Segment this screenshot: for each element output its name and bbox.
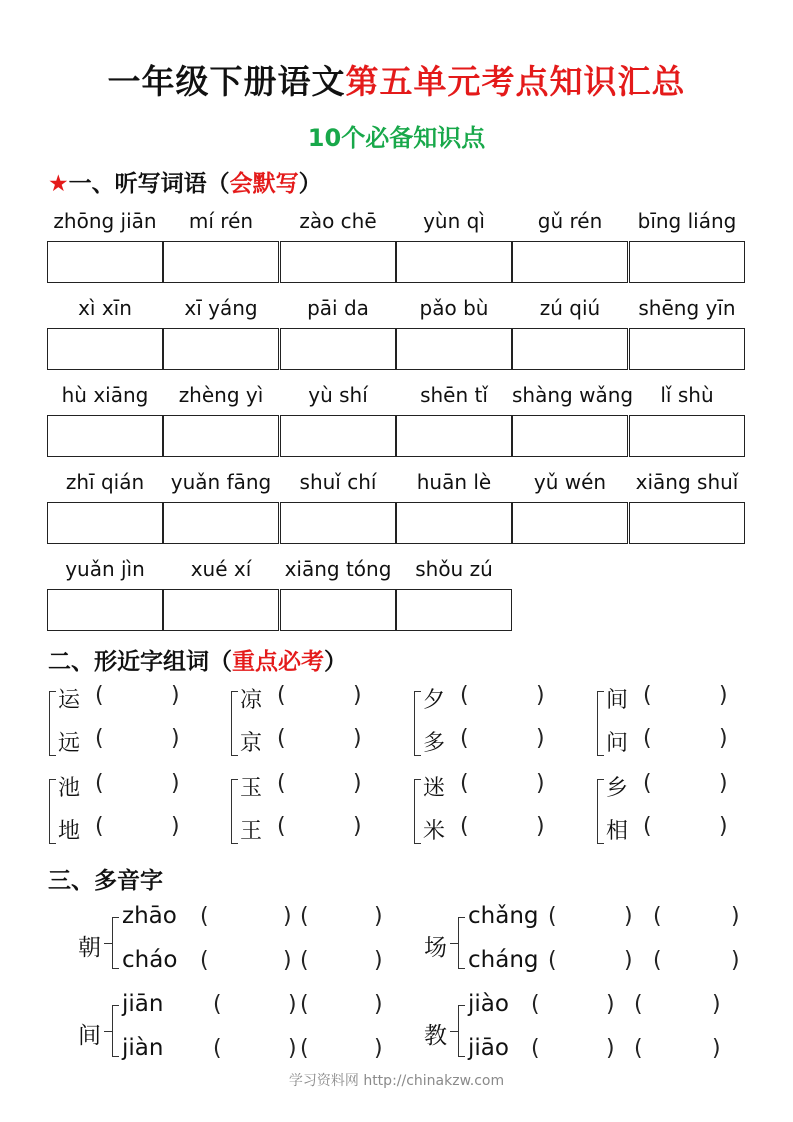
answer-box[interactable] <box>512 241 628 283</box>
answer-box[interactable] <box>629 415 745 457</box>
paren-open: ( <box>643 771 652 796</box>
pinyin-label: xì xīn <box>78 296 132 320</box>
pinyin-label: pāi da <box>307 296 369 320</box>
bracket-icon <box>414 691 421 756</box>
pinyin-reading: jiàn <box>122 1035 164 1061</box>
bracket-icon <box>597 691 604 756</box>
answer-box[interactable] <box>396 328 512 370</box>
character: 相 <box>606 819 629 844</box>
word-blank[interactable] <box>214 949 283 975</box>
character: 运 <box>58 688 81 713</box>
answer-box[interactable] <box>47 241 163 283</box>
character: 米 <box>423 819 446 844</box>
bracket-icon <box>49 691 56 756</box>
bracket-icon <box>231 691 238 756</box>
pinyin-label: lǐ shù <box>660 383 714 407</box>
character: 多 <box>423 731 446 756</box>
answer-box[interactable] <box>280 328 396 370</box>
connector-line <box>104 1031 112 1032</box>
paren-open: ( <box>643 814 652 839</box>
paren-open: ( <box>460 771 469 796</box>
answer-box[interactable] <box>512 502 628 544</box>
paren-close: ) <box>171 771 180 796</box>
paren-close: ) <box>719 814 728 839</box>
paren-close: ) <box>288 992 297 1017</box>
answer-box[interactable] <box>280 589 396 631</box>
section-2-prefix: 二、形近字组词（ <box>48 649 232 675</box>
word-blank[interactable] <box>667 949 731 975</box>
pinyin-label: shǒu zú <box>415 557 493 581</box>
paren-open: ( <box>548 904 557 929</box>
word-blank[interactable] <box>474 816 536 842</box>
word-blank[interactable] <box>314 949 374 975</box>
word-blank[interactable] <box>314 1037 374 1063</box>
paren-open: ( <box>277 771 286 796</box>
paren-close: ) <box>283 904 292 929</box>
pinyin-label: zú qiú <box>539 296 601 320</box>
section-2-highlight: 重点必考 <box>232 649 324 675</box>
word-blank[interactable] <box>109 816 171 842</box>
word-blank[interactable] <box>109 773 171 799</box>
pinyin-label: zào chē <box>299 209 377 233</box>
pinyin-label: shēn tǐ <box>420 383 488 407</box>
answer-box[interactable] <box>280 241 396 283</box>
paren-close: ) <box>171 814 180 839</box>
pinyin-reading: jiān <box>122 991 164 1017</box>
paren-open: ( <box>634 992 643 1017</box>
paren-close: ) <box>374 992 383 1017</box>
pinyin-label: pǎo bù <box>419 296 489 320</box>
answer-box[interactable] <box>280 415 396 457</box>
answer-box[interactable] <box>163 415 279 457</box>
paren-close: ) <box>536 726 545 751</box>
character: 远 <box>58 731 81 756</box>
paren-close: ) <box>353 771 362 796</box>
pinyin-label: mí rén <box>188 209 254 233</box>
pinyin-label: xī yáng <box>184 296 258 320</box>
paren-open: ( <box>95 683 104 708</box>
title-red-part: 第五单元考点知识汇总 <box>345 62 686 101</box>
pinyin-reading: cháo <box>122 947 178 973</box>
character: 凉 <box>240 688 263 713</box>
word-blank[interactable] <box>545 993 606 1019</box>
paren-close: ) <box>353 814 362 839</box>
page-subtitle: 10个必备知识点 <box>307 124 486 152</box>
polyphonic-character: 朝 <box>78 935 101 961</box>
word-blank[interactable] <box>657 685 719 711</box>
paren-open: ( <box>277 814 286 839</box>
word-blank[interactable] <box>648 1037 712 1063</box>
word-blank[interactable] <box>648 993 712 1019</box>
word-blank[interactable] <box>474 773 536 799</box>
paren-open: ( <box>213 1036 222 1061</box>
answer-box[interactable] <box>280 502 396 544</box>
pinyin-label: yuǎn fāng <box>170 470 272 494</box>
character: 京 <box>240 731 263 756</box>
paren-close: ) <box>374 948 383 973</box>
pinyin-label: zhī qián <box>65 470 145 494</box>
star-icon: ★ <box>48 171 69 197</box>
answer-box[interactable] <box>47 328 163 370</box>
paren-open: ( <box>95 726 104 751</box>
character: 地 <box>58 819 81 844</box>
pinyin-label: zhōng jiān <box>53 209 157 233</box>
pinyin-label: bīng liáng <box>637 209 737 233</box>
paren-open: ( <box>643 683 652 708</box>
word-blank[interactable] <box>667 905 731 931</box>
paren-open: ( <box>643 726 652 751</box>
paren-open: ( <box>460 814 469 839</box>
pinyin-reading: zhāo <box>122 903 177 929</box>
connector-line <box>104 943 112 944</box>
paren-close: ) <box>374 904 383 929</box>
pinyin-reading: chǎng <box>468 903 539 929</box>
paren-close: ) <box>353 683 362 708</box>
word-blank[interactable] <box>291 685 353 711</box>
title-black-part: 一年级下册语文 <box>107 62 346 101</box>
paren-open: ( <box>200 904 209 929</box>
paren-close: ) <box>719 683 728 708</box>
word-blank[interactable] <box>657 816 719 842</box>
polyphonic-character: 间 <box>78 1023 101 1049</box>
paren-open: ( <box>653 948 662 973</box>
answer-box[interactable] <box>396 502 512 544</box>
word-blank[interactable] <box>545 1037 606 1063</box>
answer-box[interactable] <box>396 241 512 283</box>
character: 迷 <box>423 776 446 801</box>
section-3-heading: 三、多音字 <box>48 868 163 894</box>
paren-close: ) <box>536 814 545 839</box>
word-blank[interactable] <box>657 728 719 754</box>
answer-box[interactable] <box>629 502 745 544</box>
paren-close: ) <box>606 1036 615 1061</box>
word-blank[interactable] <box>109 728 171 754</box>
pinyin-reading: cháng <box>468 947 539 973</box>
pinyin-label: yuǎn jìn <box>65 557 145 581</box>
paren-open: ( <box>277 683 286 708</box>
section-1-suffix: ） <box>298 171 322 197</box>
section-1-highlight: 会默写 <box>229 171 299 197</box>
answer-box[interactable] <box>396 415 512 457</box>
pinyin-label: huān lè <box>416 470 492 494</box>
paren-open: ( <box>300 1036 309 1061</box>
bracket-icon <box>112 1005 119 1057</box>
answer-box[interactable] <box>512 328 628 370</box>
word-blank[interactable] <box>562 949 624 975</box>
pinyin-label: zhèng yì <box>178 383 264 407</box>
character: 问 <box>606 731 629 756</box>
pinyin-label: shàng wǎng <box>512 383 634 407</box>
pinyin-label: yù shí <box>308 383 368 407</box>
footer-watermark: 学习资料网 http://chinakzw.com <box>288 1073 505 1089</box>
character: 夕 <box>423 688 446 713</box>
paren-close: ) <box>719 771 728 796</box>
pinyin-label: yǔ wén <box>533 470 607 494</box>
polyphonic-character: 教 <box>424 1023 447 1049</box>
paren-open: ( <box>213 992 222 1017</box>
word-blank[interactable] <box>657 773 719 799</box>
paren-close: ) <box>171 683 180 708</box>
word-blank[interactable] <box>109 685 171 711</box>
character: 王 <box>240 819 263 844</box>
paren-open: ( <box>460 726 469 751</box>
section-1-prefix: 一、听写词语（ <box>68 171 230 197</box>
word-blank[interactable] <box>291 773 353 799</box>
paren-close: ) <box>712 1036 721 1061</box>
paren-close: ) <box>731 904 740 929</box>
paren-close: ) <box>731 948 740 973</box>
pinyin-label: shēng yīn <box>638 296 736 320</box>
word-blank[interactable] <box>214 905 283 931</box>
character: 乡 <box>606 776 629 801</box>
pinyin-label: yùn qì <box>423 209 485 233</box>
pinyin-label: shuǐ chí <box>299 470 377 494</box>
connector-line <box>450 943 458 944</box>
paren-open: ( <box>300 992 309 1017</box>
paren-close: ) <box>536 683 545 708</box>
section-2-suffix: ） <box>324 649 347 675</box>
answer-box[interactable] <box>47 589 163 631</box>
bracket-icon <box>458 917 465 969</box>
paren-open: ( <box>531 992 540 1017</box>
paren-close: ) <box>288 1036 297 1061</box>
page-title <box>0 56 793 103</box>
paren-close: ) <box>624 948 633 973</box>
answer-box[interactable] <box>512 415 628 457</box>
pinyin-reading: jiāo <box>468 1035 509 1061</box>
paren-open: ( <box>634 1036 643 1061</box>
answer-box[interactable] <box>629 241 745 283</box>
paren-close: ) <box>624 904 633 929</box>
word-blank[interactable] <box>314 993 374 1019</box>
pinyin-label: xiāng shuǐ <box>635 470 739 494</box>
paren-open: ( <box>300 948 309 973</box>
word-blank[interactable] <box>314 905 374 931</box>
character: 间 <box>606 688 629 713</box>
paren-open: ( <box>95 771 104 796</box>
answer-box[interactable] <box>163 589 279 631</box>
bracket-icon <box>112 917 119 969</box>
answer-box[interactable] <box>163 328 279 370</box>
paren-open: ( <box>531 1036 540 1061</box>
paren-open: ( <box>95 814 104 839</box>
word-blank[interactable] <box>474 728 536 754</box>
bracket-icon <box>458 1005 465 1057</box>
paren-close: ) <box>536 771 545 796</box>
paren-open: ( <box>200 948 209 973</box>
answer-box[interactable] <box>629 328 745 370</box>
paren-close: ) <box>374 1036 383 1061</box>
paren-open: ( <box>277 726 286 751</box>
pinyin-label: xiāng tóng <box>284 557 392 581</box>
word-blank[interactable] <box>227 993 288 1019</box>
paren-close: ) <box>283 948 292 973</box>
paren-open: ( <box>460 683 469 708</box>
paren-open: ( <box>653 904 662 929</box>
polyphonic-character: 场 <box>424 935 447 961</box>
paren-close: ) <box>606 992 615 1017</box>
pinyin-label: xué xí <box>190 557 252 581</box>
word-blank[interactable] <box>474 685 536 711</box>
connector-line <box>450 1031 458 1032</box>
section-2-heading <box>48 643 347 676</box>
word-blank[interactable] <box>291 816 353 842</box>
paren-open: ( <box>300 904 309 929</box>
answer-box[interactable] <box>396 589 512 631</box>
pinyin-label: hù xiāng <box>61 383 149 407</box>
character: 池 <box>58 776 81 801</box>
paren-close: ) <box>171 726 180 751</box>
pinyin-label: gǔ rén <box>537 209 603 233</box>
character: 玉 <box>240 776 263 801</box>
bracket-icon <box>414 779 421 844</box>
bracket-icon <box>49 779 56 844</box>
word-blank[interactable] <box>227 1037 288 1063</box>
word-blank[interactable] <box>562 905 624 931</box>
paren-close: ) <box>353 726 362 751</box>
answer-box[interactable] <box>163 502 279 544</box>
bracket-icon <box>231 779 238 844</box>
bracket-icon <box>597 779 604 844</box>
answer-box[interactable] <box>47 415 163 457</box>
word-blank[interactable] <box>291 728 353 754</box>
answer-box[interactable] <box>163 241 279 283</box>
answer-box[interactable] <box>47 502 163 544</box>
paren-close: ) <box>712 992 721 1017</box>
section-1-heading <box>48 165 322 198</box>
pinyin-reading: jiào <box>468 991 509 1017</box>
paren-close: ) <box>719 726 728 751</box>
paren-open: ( <box>548 948 557 973</box>
